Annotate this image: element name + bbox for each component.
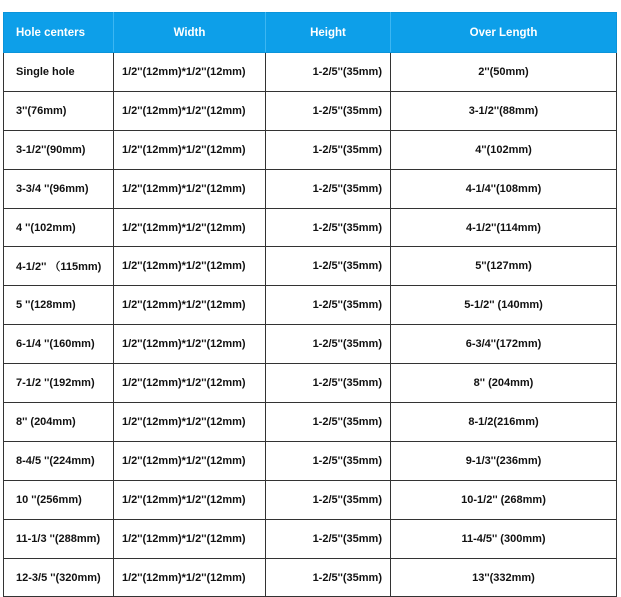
cell-over-length: 9-1/3''(236mm): [391, 441, 617, 480]
table-row: [4, 130, 617, 169]
cell-width: 1/2''(12mm)*1/2''(12mm): [114, 247, 266, 286]
table-row: [4, 558, 617, 597]
cell-height: 1-2/5''(35mm): [266, 403, 391, 442]
cell-height: 1-2/5''(35mm): [266, 53, 391, 92]
cell-over-length: 10-1/2'' (268mm): [391, 480, 617, 519]
cell-width: 1/2''(12mm)*1/2''(12mm): [114, 519, 266, 558]
cell-height: 1-2/5''(35mm): [266, 519, 391, 558]
cell-width: 1/2''(12mm)*1/2''(12mm): [114, 480, 266, 519]
table-header: [4, 13, 617, 53]
cell-over-length: 4-1/2''(114mm): [391, 208, 617, 247]
cell-width: 1/2''(12mm)*1/2''(12mm): [114, 208, 266, 247]
cell-hole-centers: 4 ''(102mm): [4, 208, 114, 247]
cell-over-length: 4''(102mm): [391, 130, 617, 169]
cell-hole-centers: 3-3/4 ''(96mm): [4, 169, 114, 208]
cell-over-length: 4-1/4''(108mm): [391, 169, 617, 208]
cell-hole-centers: Single hole: [4, 53, 114, 92]
cell-hole-centers: 3''(76mm): [4, 91, 114, 130]
cell-hole-centers: 5 ''(128mm): [4, 286, 114, 325]
cell-hole-centers: 8'' (204mm): [4, 403, 114, 442]
table-row: [4, 441, 617, 480]
cell-hole-centers: 4-1/2'' （115mm): [4, 247, 114, 286]
cell-over-length: 11-4/5'' (300mm): [391, 519, 617, 558]
cell-over-length: 3-1/2''(88mm): [391, 91, 617, 130]
cell-height: 1-2/5''(35mm): [266, 286, 391, 325]
table-row: [4, 364, 617, 403]
cell-hole-centers: 11-1/3 ''(288mm): [4, 519, 114, 558]
cell-width: 1/2''(12mm)*1/2''(12mm): [114, 169, 266, 208]
cell-over-length: 2''(50mm): [391, 53, 617, 92]
cell-over-length: 5-1/2'' (140mm): [391, 286, 617, 325]
cell-hole-centers: 6-1/4 ''(160mm): [4, 325, 114, 364]
cell-height: 1-2/5''(35mm): [266, 364, 391, 403]
header-hole-centers: Hole centers: [4, 13, 114, 53]
table-row: [4, 169, 617, 208]
cell-height: 1-2/5''(35mm): [266, 558, 391, 597]
cell-over-length: 5''(127mm): [391, 247, 617, 286]
cell-over-length: 6-3/4''(172mm): [391, 325, 617, 364]
cell-hole-centers: 10 ''(256mm): [4, 480, 114, 519]
table-row: [4, 286, 617, 325]
table-row: [4, 91, 617, 130]
cell-width: 1/2''(12mm)*1/2''(12mm): [114, 441, 266, 480]
table-row: [4, 519, 617, 558]
header-row: [4, 13, 617, 53]
cell-hole-centers: 3-1/2''(90mm): [4, 130, 114, 169]
table-row: [4, 53, 617, 92]
table-row: [4, 403, 617, 442]
table-row: [4, 208, 617, 247]
cell-over-length: 8-1/2(216mm): [391, 403, 617, 442]
table-row: [4, 247, 617, 286]
table-row: [4, 325, 617, 364]
table-body: [4, 53, 617, 597]
cell-height: 1-2/5''(35mm): [266, 130, 391, 169]
cell-width: 1/2''(12mm)*1/2''(12mm): [114, 53, 266, 92]
table-row: [4, 480, 617, 519]
dimension-table: [3, 12, 617, 597]
cell-width: 1/2''(12mm)*1/2''(12mm): [114, 130, 266, 169]
cell-height: 1-2/5''(35mm): [266, 325, 391, 364]
cell-width: 1/2''(12mm)*1/2''(12mm): [114, 403, 266, 442]
cell-height: 1-2/5''(35mm): [266, 169, 391, 208]
cell-width: 1/2''(12mm)*1/2''(12mm): [114, 91, 266, 130]
cell-hole-centers: 8-4/5 ''(224mm): [4, 441, 114, 480]
header-over-length: Over Length: [391, 13, 617, 53]
cell-height: 1-2/5''(35mm): [266, 480, 391, 519]
header-width: Width: [114, 13, 266, 53]
header-height: Height: [266, 13, 391, 53]
cell-width: 1/2''(12mm)*1/2''(12mm): [114, 325, 266, 364]
cell-over-length: 8'' (204mm): [391, 364, 617, 403]
cell-hole-centers: 7-1/2 ''(192mm): [4, 364, 114, 403]
cell-height: 1-2/5''(35mm): [266, 247, 391, 286]
cell-width: 1/2''(12mm)*1/2''(12mm): [114, 558, 266, 597]
cell-over-length: 13''(332mm): [391, 558, 617, 597]
cell-height: 1-2/5''(35mm): [266, 441, 391, 480]
cell-width: 1/2''(12mm)*1/2''(12mm): [114, 364, 266, 403]
cell-height: 1-2/5''(35mm): [266, 91, 391, 130]
cell-height: 1-2/5''(35mm): [266, 208, 391, 247]
cell-width: 1/2''(12mm)*1/2''(12mm): [114, 286, 266, 325]
cell-hole-centers: 12-3/5 ''(320mm): [4, 558, 114, 597]
